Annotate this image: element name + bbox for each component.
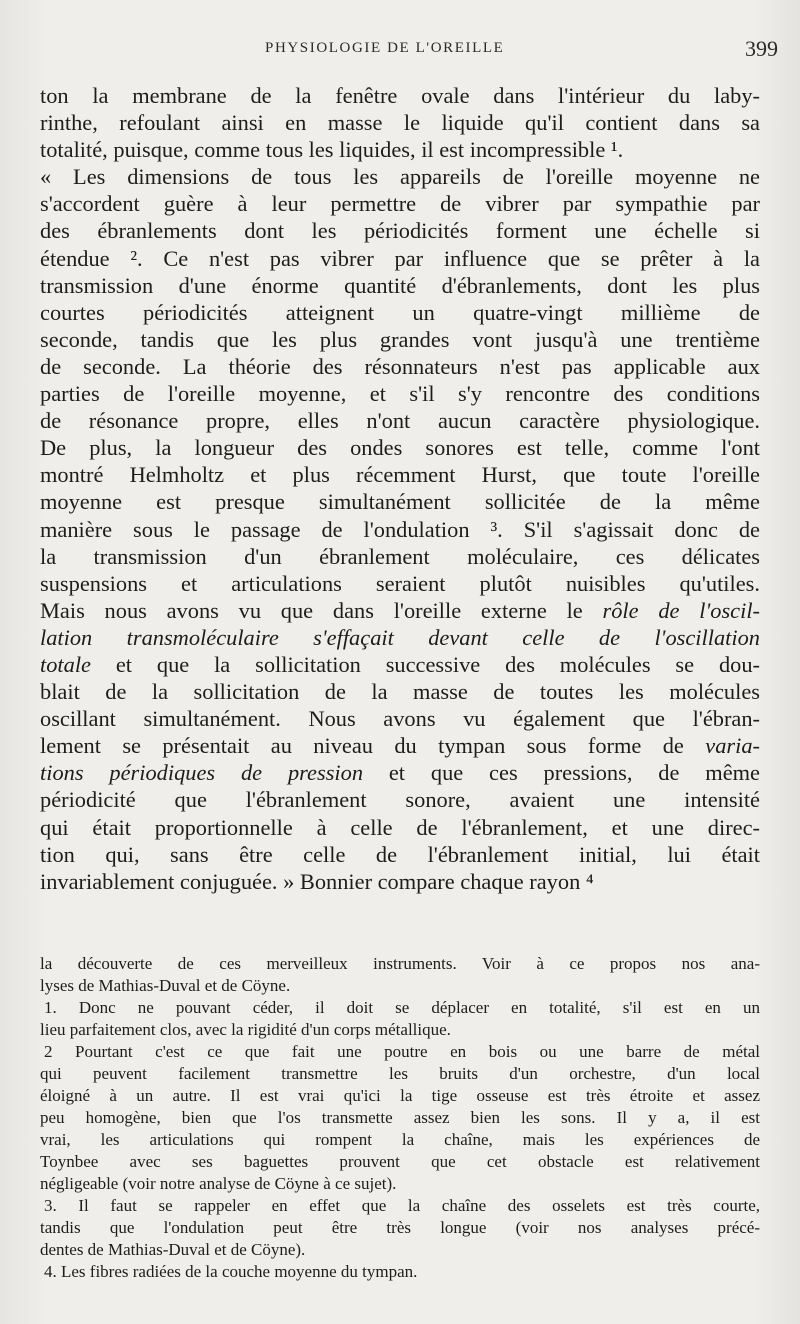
text-line <box>40 353 760 380</box>
footnote-line <box>40 1173 760 1195</box>
footnote-line-text: peu homogène, bien que l'os transmette assez bien les sons. Il y a, il est <box>40 1108 760 1127</box>
footnote-line-text: Toynbee avec ses baguettes prouvent que cet obstacle est relativement <box>40 1152 760 1171</box>
text-line-text: oscillant simultanément. Nous avons vu également que l'ébran- <box>40 706 760 732</box>
main-text <box>40 82 760 895</box>
text-line-text: qui était proportionnelle à celle de l'ébranlement, et une direc- <box>40 814 760 840</box>
footnote-line <box>40 1195 760 1217</box>
text-line <box>40 407 760 434</box>
text-line <box>40 109 760 136</box>
text-line <box>40 380 760 407</box>
text-line-text: et que ces pressions, de même <box>363 760 760 786</box>
text-line <box>40 190 760 217</box>
footnote-line-text: tandis que l'ondulation peut être très longue (voir nos analyses précé- <box>40 1218 760 1237</box>
text-line-text: périodicité que l'ébranlement sonore, avaient une intensité <box>40 787 760 813</box>
text-line <box>40 868 760 895</box>
text-line <box>40 516 760 543</box>
text-line <box>40 245 760 272</box>
footnote-line-text: 4. Les fibres radiées de la couche moyenne du tympan. <box>44 1262 418 1281</box>
text-line-text: et que la sollicitation successive des molécules se dou- <box>91 651 760 677</box>
text-line-text: blait de la sollicitation de la masse de toutes les molécules <box>40 679 760 705</box>
text-line-text: parties de l'oreille moyenne, et s'il s'y rencontre des conditions <box>40 381 760 407</box>
footnote-line-text: négligeable (voir notre analyse de Cöyne à ce sujet). <box>40 1174 397 1193</box>
footnote-line-text: dentes de Mathias-Duval et de Cöyne). <box>40 1240 306 1259</box>
footnote-line <box>40 997 760 1019</box>
footnote-line-text: 3. Il faut se rappeler en effet que la chaîne des osselets est très courte, <box>44 1196 760 1215</box>
text-line <box>40 163 760 190</box>
page-header <box>0 36 800 66</box>
text-line-text: totalité, puisque, comme tous les liquides, il est incompressible ¹. <box>40 137 624 163</box>
text-line <box>40 326 760 353</box>
text-line <box>40 624 760 651</box>
text-line <box>40 488 760 515</box>
text-line-text: seconde, tandis que les plus grandes vont jusqu'à une trentième <box>40 326 760 352</box>
text-line-italic: totale <box>40 651 91 677</box>
footnote-line <box>40 1085 760 1107</box>
page-number: 399 <box>745 36 778 61</box>
text-line-text: De plus, la longueur des ondes sonores est telle, comme l'ont <box>40 435 760 461</box>
text-line-text: transmission d'une énorme quantité d'ébranlements, dont les plus <box>40 272 760 298</box>
running-title: PHYSIOLOGIE DE L'OREILLE <box>265 40 505 56</box>
text-line-text: étendue ². Ce n'est pas vibrer par influence que se prêter à la <box>40 245 760 271</box>
text-line-text: de seconde. La théorie des résonnateurs n'est pas applicable aux <box>40 353 760 379</box>
text-line <box>40 705 760 732</box>
text-line-text: Mais nous avons vu que dans l'oreille externe le <box>40 597 603 623</box>
text-line-italic: tions périodiques de pression <box>40 760 364 786</box>
text-line <box>40 570 760 597</box>
footnote-line <box>40 975 760 997</box>
text-line-text: tion qui, sans être celle de l'ébranlement initial, lui était <box>40 841 760 867</box>
text-line-text: des ébranlements dont les périodicités forment une échelle si <box>40 218 760 244</box>
text-line <box>40 434 760 461</box>
text-line <box>40 841 760 868</box>
text-line-text: lement se présentait au niveau du tympan sous forme de <box>40 733 706 759</box>
text-line-text: invariablement conjuguée. » Bonnier compare chaque rayon ⁴ <box>40 868 594 894</box>
footnote-line <box>40 1063 760 1085</box>
footnote-line <box>40 1129 760 1151</box>
text-line <box>40 136 760 163</box>
footnote-line <box>40 1239 760 1261</box>
text-line-text: ton la membrane de la fenêtre ovale dans l'intérieur du laby- <box>40 83 760 108</box>
text-line-text: de résonance propre, elles n'ont aucun caractère physiologique. <box>40 408 760 434</box>
text-line <box>40 651 760 678</box>
footnote-line-text: lyses de Mathias-Duval et de Cöyne. <box>40 976 291 995</box>
text-line <box>40 299 760 326</box>
footnote-line <box>40 1151 760 1173</box>
text-line <box>40 814 760 841</box>
text-line-text: moyenne est presque simultanément sollicitée de la même <box>40 489 760 515</box>
text-line-text: s'accordent guère à leur permettre de vibrer par sympathie par <box>40 191 760 217</box>
text-line <box>40 759 760 786</box>
text-line <box>40 597 760 624</box>
text-line <box>40 732 760 759</box>
text-line-italic: rôle de l'oscil- <box>602 597 760 623</box>
text-line-text: « Les dimensions de tous les appareils de l'oreille moyenne ne <box>40 164 760 190</box>
footnote-line-text: 2 Pourtant c'est ce que fait une poutre en bois ou une barre de métal <box>44 1042 760 1061</box>
footnote-line-text: qui peuvent facilement transmettre les bruits d'un orchestre, d'un local <box>40 1064 760 1083</box>
text-line-italic: varia- <box>705 733 760 759</box>
footnote-line <box>40 1019 760 1041</box>
text-line-text: montré Helmholtz et plus récemment Hurst, que toute l'oreille <box>40 462 760 488</box>
text-line <box>40 272 760 299</box>
footnote-line-text: la découverte de ces merveilleux instruments. Voir à ce propos nos ana- <box>40 954 760 973</box>
footnotes <box>40 953 760 1283</box>
text-line-text: rinthe, refoulant ainsi en masse le liquide qu'il contient dans sa <box>40 110 760 136</box>
footnote-line <box>40 1217 760 1239</box>
footnote-line <box>40 953 760 975</box>
text-line-text: suspensions et articulations seraient plutôt nuisibles qu'utiles. <box>40 570 760 596</box>
text-line-italic: lation transmoléculaire s'effaçait devant celle de l'oscillation <box>40 624 760 650</box>
text-line <box>40 217 760 244</box>
footnote-line <box>40 1041 760 1063</box>
text-line-text: courtes périodicités atteignent un quatre-vingt millième de <box>40 299 760 325</box>
text-line-text: manière sous le passage de l'ondulation ³. S'il s'agissait donc de <box>40 516 760 542</box>
footnote-line <box>40 1261 760 1283</box>
text-line <box>40 461 760 488</box>
footnote-line-text: lieu parfaitement clos, avec la rigidité d'un corps métallique. <box>40 1020 451 1039</box>
text-line <box>40 543 760 570</box>
footnote-line-text: 1. Donc ne pouvant céder, il doit se déplacer en totalité, s'il est en un <box>44 998 760 1017</box>
text-line <box>40 786 760 813</box>
text-line <box>40 82 760 109</box>
footnote-line <box>40 1107 760 1129</box>
text-line <box>40 678 760 705</box>
footnote-line-text: éloigné à un autre. Il est vrai qu'ici la tige osseuse est très étroite et assez <box>40 1086 760 1105</box>
text-line-text: la transmission d'un ébranlement moléculaire, ces délicates <box>40 543 760 569</box>
footnote-line-text: vrai, les articulations qui rompent la chaîne, mais les expériences de <box>40 1130 760 1149</box>
